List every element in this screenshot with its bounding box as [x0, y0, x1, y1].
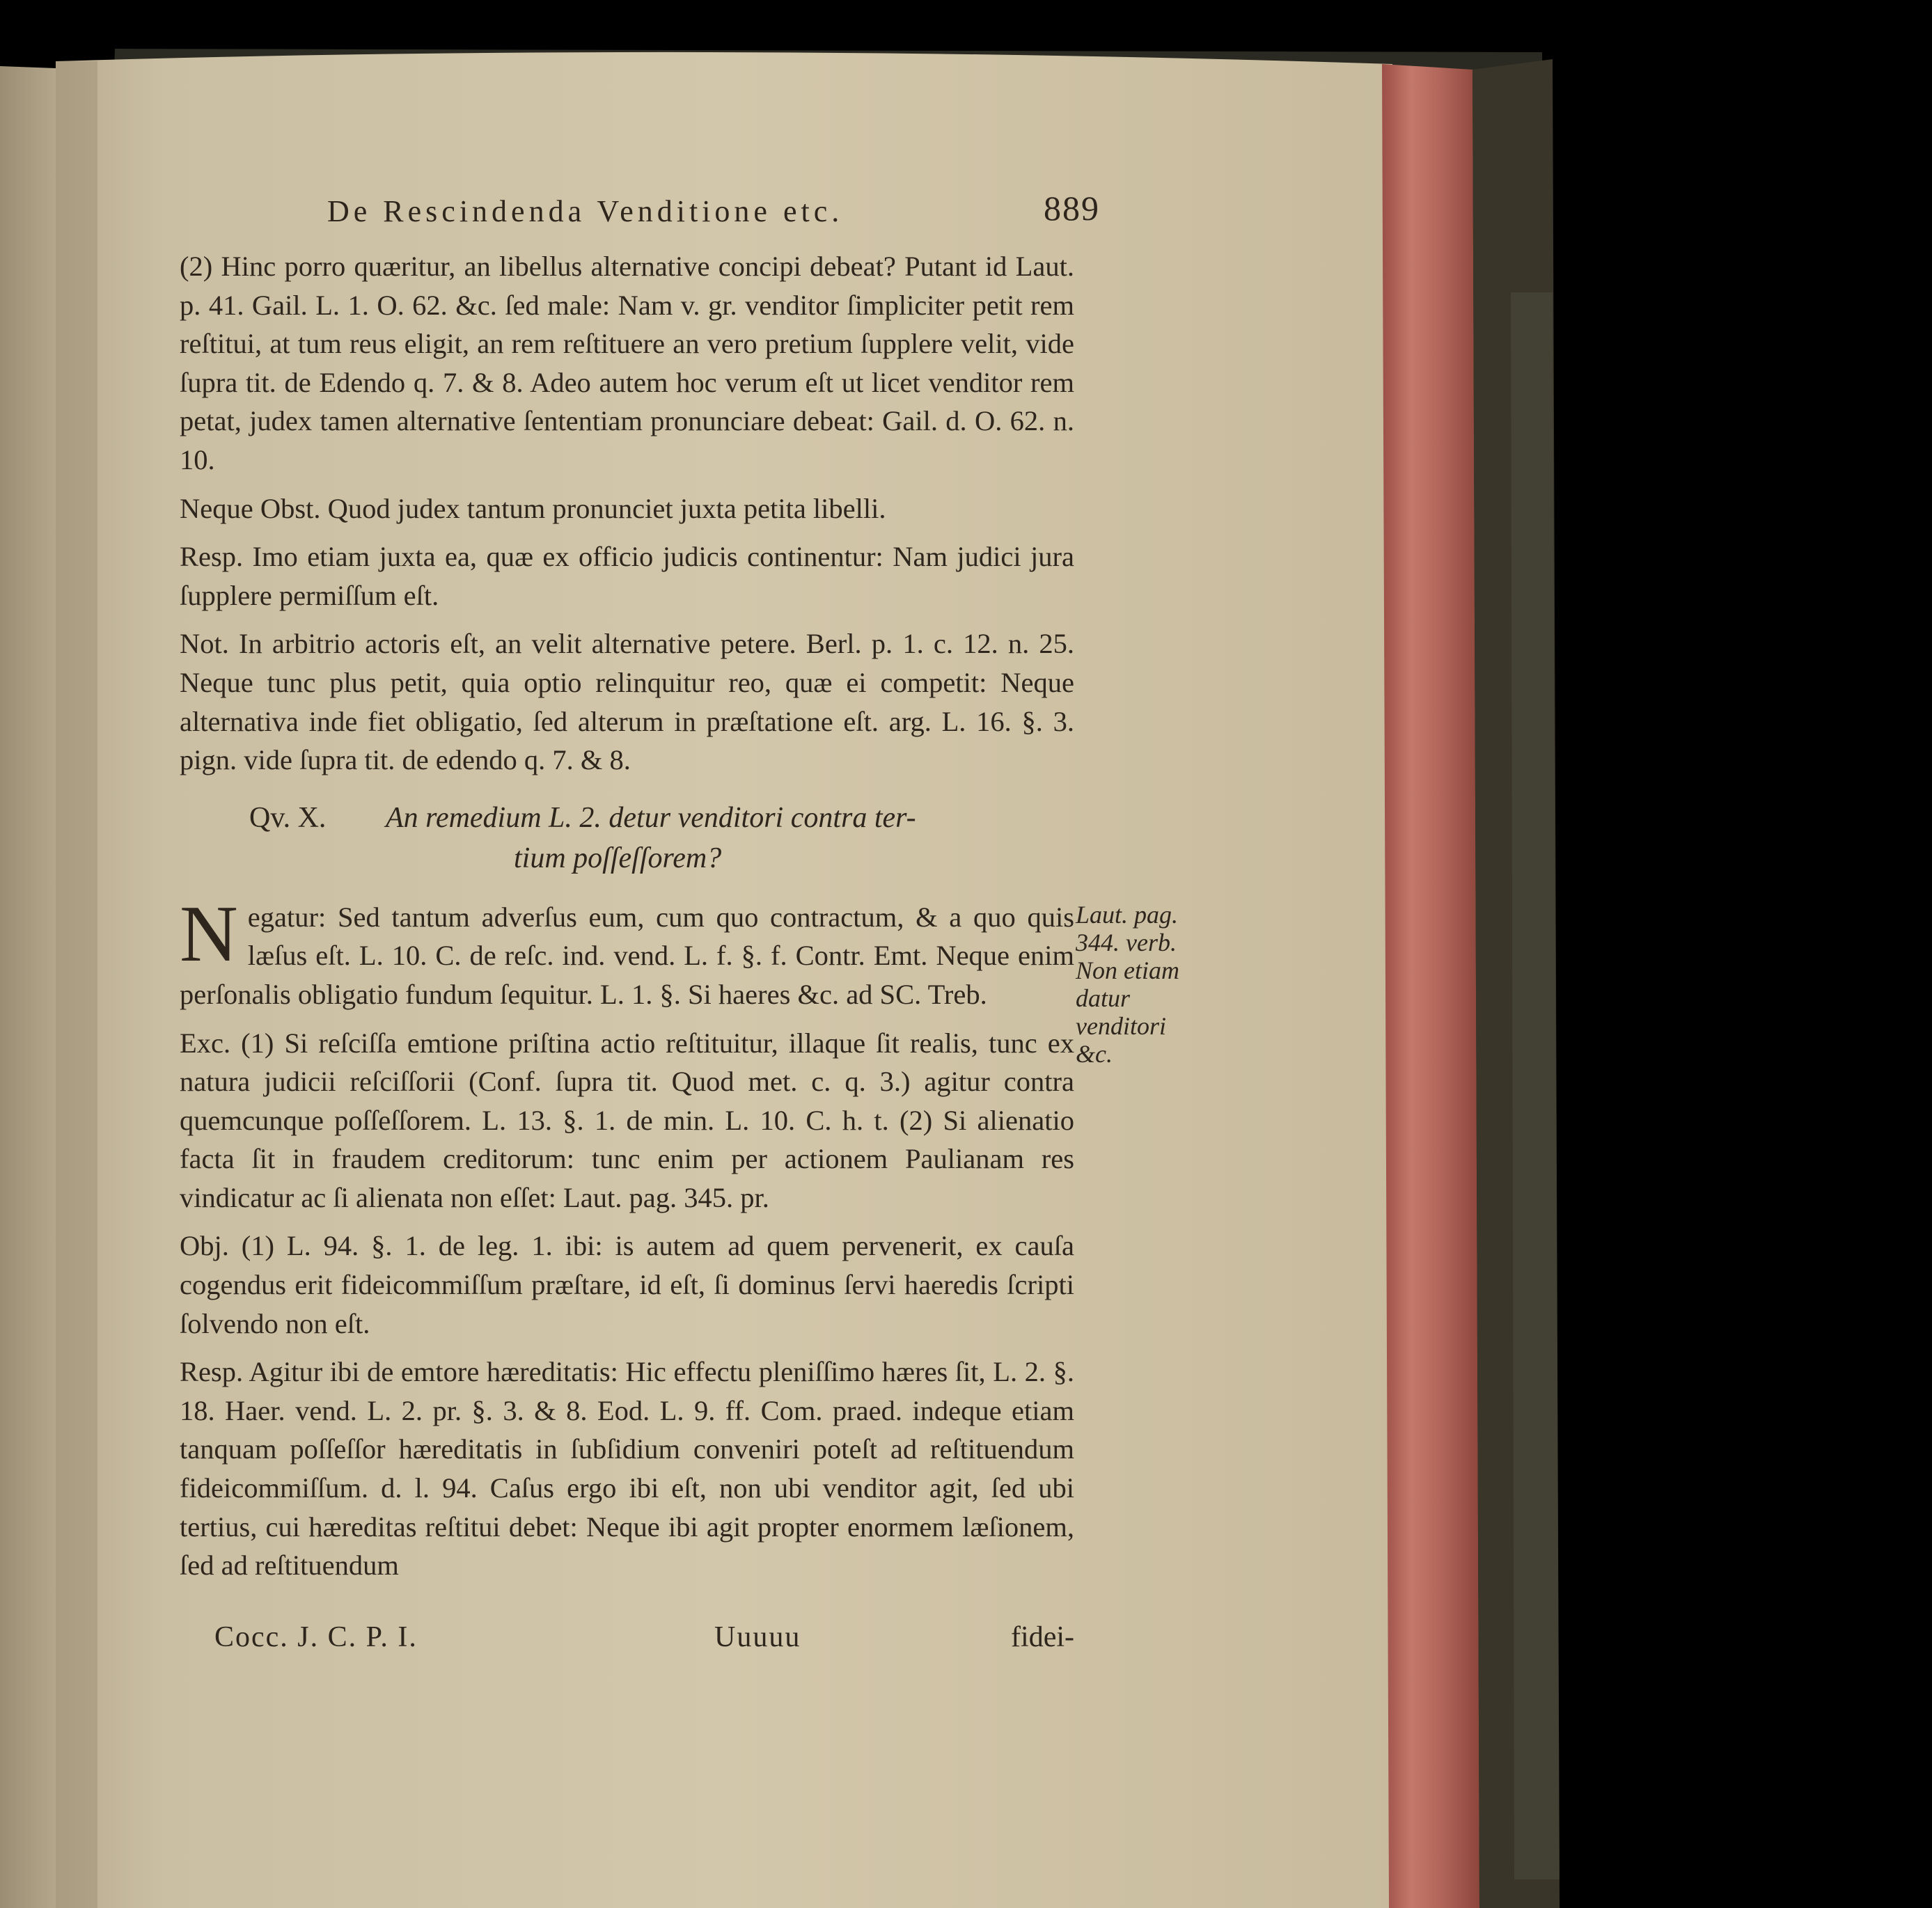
- page-number: 889: [1044, 189, 1100, 228]
- margin-note: Laut. pag. 344. verb. Non etiam datur venditori &c.: [1076, 901, 1179, 1068]
- gutter-shadow: [56, 61, 97, 1908]
- left-page-edge: [0, 66, 57, 1908]
- signature-mark: Uuuuu: [714, 1621, 801, 1653]
- main-text-column: [180, 247, 1074, 1585]
- page-fore-edge: [1382, 64, 1479, 1908]
- question-line-2: tium poſſeſſorem?: [514, 842, 722, 874]
- paragraph-exc: Exc. (1) Si reſciſſa emtione priſtina actio reſtituitur, illaque ſit realis, tunc ex natura judicii reſciſſorii (Conf. ſupra tit. Quod met. c. q. 3.) agitur contra quemcunque poſſeſſorem. L. 13. §. 1. de min. L. 10. C. h. t. (2) Si alienatio facta ſit in fraudem creditorum: tunc enim per actionem Paulianam res vindicatur ac ſi alienata non eſſet: Laut. pag. 345. pr.: [180, 1027, 1074, 1213]
- page-footer: [214, 1621, 1074, 1662]
- paragraph-resp-2: Resp. Agitur ibi de emtore hæreditatis: Hic effectu pleniſſimo hæres ſit, L. 2. §. 18. Haer. vend. L. 2. pr. §. 3. & 8. Eod. L. 9. ff. Com. praed. indeque etiam tanquam poſſeſſor hæreditatis in ſubſidium conveniri poteſt ad reſtituendum fideicommiſſum. d. l. 94. Caſus ergo ibi eſt, non ubi venditor agit, ſed ubi tertius, cui hæreditas reſtitui debet: Neque ibi agit propter enormem læſionem, ſed ad reſtituendum: [180, 1356, 1074, 1582]
- question-label: Qv. X.: [249, 801, 327, 834]
- running-head: [327, 182, 1100, 238]
- catchword: fidei-: [1011, 1621, 1074, 1653]
- question-line-1: An remedium L. 2. detur venditori contra ter-: [386, 801, 916, 834]
- printer-signature: Cocc. J. C. P. I.: [214, 1621, 418, 1653]
- answer-paragraph: [180, 889, 1074, 1014]
- drop-cap: N: [180, 889, 238, 979]
- paragraph-resp: Resp. Imo etiam juxta ea, quæ ex officio judicis continentur: Nam judici jura ſupplere permiſſum eſt.: [180, 541, 1074, 611]
- paragraph-alternative-libellus: (2) Hinc porro quæritur, an libellus alternative concipi debeat? Putant id Laut. p. 41. Gail. L. 1. O. 62. &c. ſed male: Nam v. gr. venditor ſimpliciter petit rem reſtitui, at tum reus eligit, an rem reſtituere an vero pretium ſupplere velit, vide ſupra tit. de Edendo q. 7. & 8. Adeo autem hoc verum eſt ut licet venditor rem petat, judex tamen alternative ſententiam pronunciare debeat: Gail. d. O. 62. n. 10.: [180, 251, 1074, 475]
- question-heading: [180, 798, 1074, 880]
- running-head-title: De Rescindenda Venditione etc.: [327, 194, 844, 228]
- paragraph-obj: Obj. (1) L. 94. §. 1. de leg. 1. ibi: is autem ad quem pervenerit, ex cauſa cogendus erit fideicommiſſum præſtare, id eſt, ſi dominus ſervi haeredis ſcripti ſolvendo non eſt.: [180, 1230, 1074, 1339]
- paragraph-obst: Neque Obst. Quod judex tantum pronunciet juxta petita libelli.: [180, 492, 886, 524]
- answer-text: egatur: Sed tantum adverſus eum, cum quo contractum, & a quo quis læſus eſt. L. 10. C. de reſc. ind. vend. L. f. §. f. Contr. Emt. Neque enim perſonalis obligatio fundum ſequitur. L. 1. §. Si haeres &c. ad SC. Treb.: [180, 901, 1074, 1010]
- paragraph-not: Not. In arbitrio actoris eſt, an velit alternative petere. Berl. p. 1. c. 12. n. 25. Neque tunc plus petit, quia optio relinquitur reo, quæ ei competit: Neque alternativa inde fiet obligatio, ſed alterum in præſtatione eſt. arg. L. 16. §. 3. pign. vide ſupra tit. de edendo q. 7. & 8.: [180, 628, 1074, 776]
